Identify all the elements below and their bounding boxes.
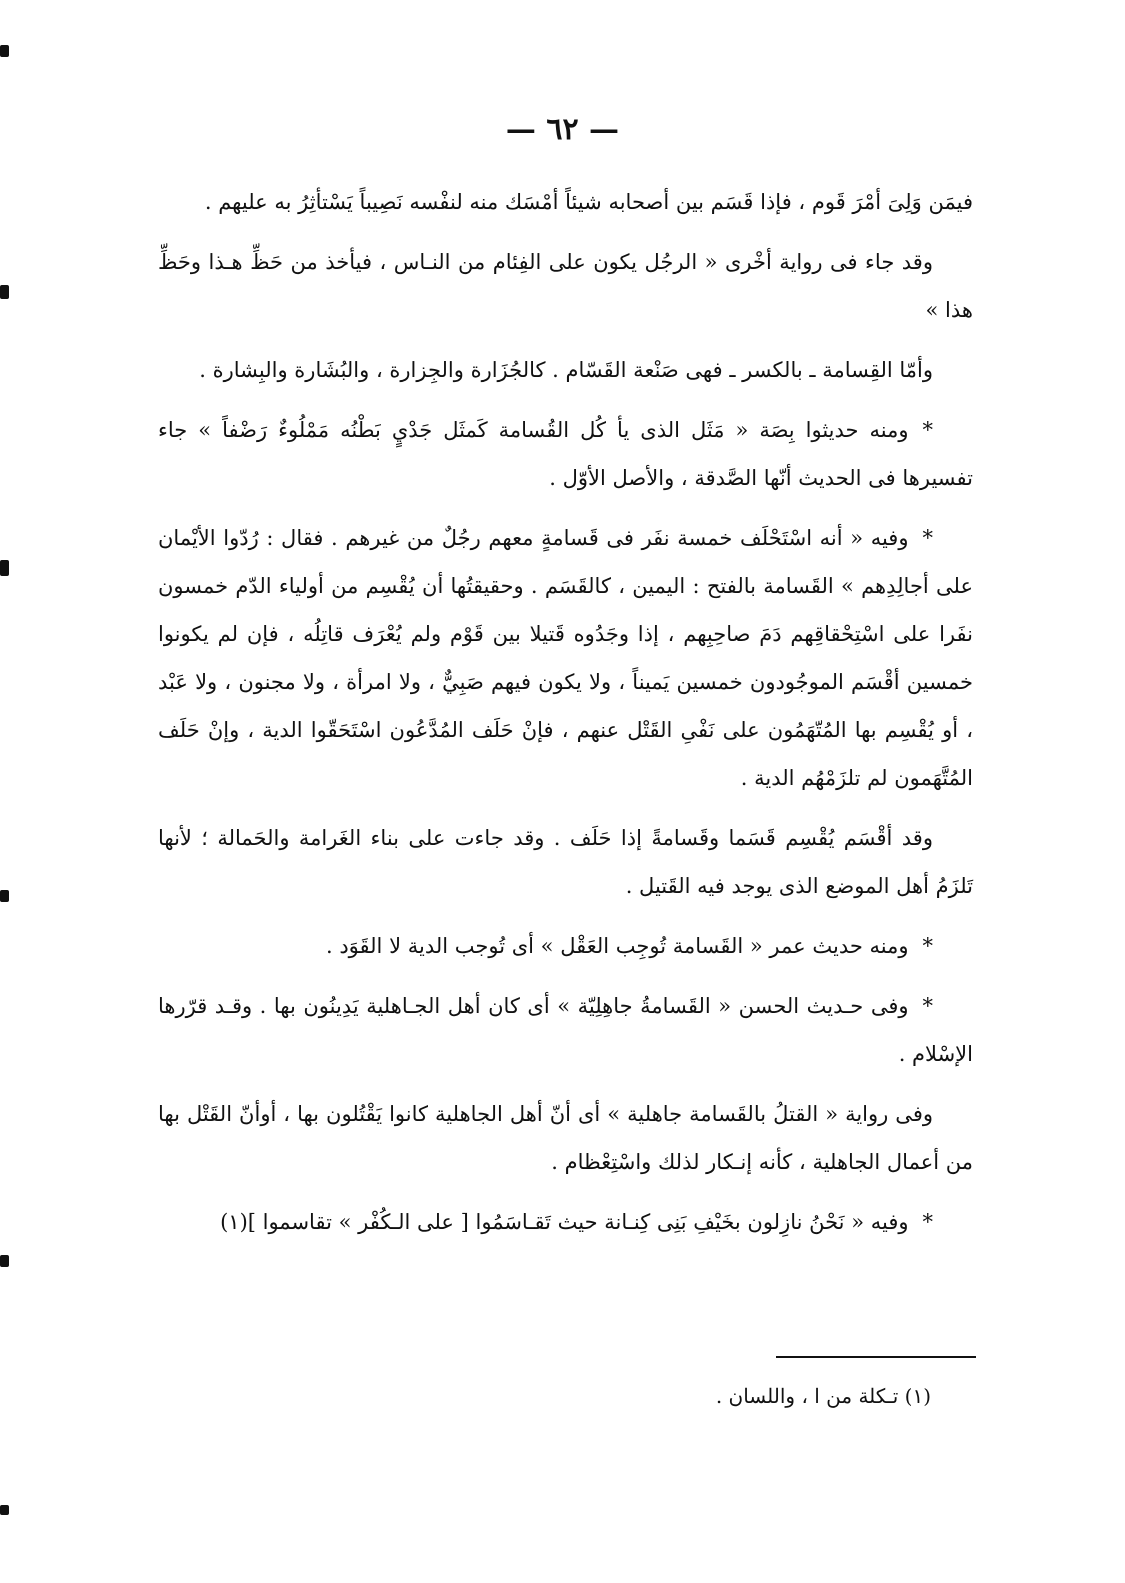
page-number: — ٦٢ —	[505, 112, 620, 147]
paragraph	[158, 922, 973, 970]
paragraph	[158, 1198, 973, 1246]
scan-edge-mark	[0, 890, 9, 902]
footnote-divider	[776, 1356, 976, 1358]
paragraph-text: وقد جاء فى رواية أخْرى « الرجُل يكون على الفِئام من النـاس ، فيأخذ من حَظِّ هـذا وحَظِّ هذا »	[158, 250, 973, 322]
footnote: (١) تـكلة من ا ، واللسان .	[715, 1384, 931, 1408]
scan-edge-mark	[0, 560, 9, 576]
paragraph-text: وفيه « أنه اسْتَحْلَف خمسة نفَر فى قَسامةٍ معهم رجُلٌ من غيرهم . فقال : رُدّوا الأيْمان على أجالِدِهم » القَسامة بالفتح : اليمين ، كالقَسَم . وحقيقتُها أن يُقْسِم من أولياء الدّم خمسون نفَرا على اسْتِحْقاقِهم دَمَ صاحِبِهم ، إذا وجَدُوه قَتيلا بين قَوْم ولم يُعْرَف قاتِلُه ، فإن لم يكونوا خمسين أقْسَم الموجُودون خمسين يَميناً ، ولا يكون فيهم صَبِيٌّ ، ولا امرأة ، ولا مجنون ، ولا عَبْد ، أو يُقْسِم بها المُتّهَمُون على نَفْىِ القَتْل عنهم ، فإنْ حَلَف المُدَّعُون اسْتَحَقّوا الدية ، وإنْ حَلَف المُتَّهَمون لم تلزَمْهُم الدية .	[158, 526, 973, 790]
paragraph	[158, 982, 973, 1078]
paragraph-text: ومنه حديثوا بِصَة « مَثَل الذى يأ كُل القُسامة كَمثَل جَدْيٍ بَطْنُه مَمْلُوءٌ رَضْفاً » جاء تفسيرها فى الحديث أنّها الصَّدقة ، والأصل الأوّل .	[158, 418, 973, 490]
body-text	[158, 178, 973, 1258]
asterisk-marker: *	[922, 526, 933, 550]
paragraph-text: وفى رواية « القتلُ بالقَسامة جاهلية » أى أنّ أهل الجاهلية كانوا يَقْتُلون بها ، أوأنّ القَتْل بها من أعمال الجاهلية ، كأنه إنـكار لذلك واسْتِعْظام .	[158, 1102, 973, 1174]
paragraph	[158, 1090, 973, 1186]
paragraph	[158, 238, 973, 334]
scan-edge-mark	[0, 1255, 9, 1267]
paragraph	[158, 178, 973, 226]
paragraph	[158, 814, 973, 910]
scan-edge-mark	[0, 45, 9, 57]
asterisk-marker: *	[922, 418, 933, 442]
paragraph-text: ومنه حديث عمر « القَسامة تُوجِب العَقْل » أى تُوجب الدية لا القَوَد .	[325, 934, 909, 958]
asterisk-marker: *	[922, 994, 933, 1018]
paragraph	[158, 346, 973, 394]
asterisk-marker: *	[922, 1210, 933, 1234]
paragraph-text: وفيه « نَحْنُ نازِلون بخَيْفِ بَنِى كِنـانة حيث تَقـاسَمُوا [ على الـكُفْر » تقاسموا ](١)	[220, 1210, 909, 1234]
scan-edge-mark	[0, 285, 9, 299]
paragraph	[158, 514, 973, 802]
scan-edge-mark	[0, 1505, 9, 1515]
paragraph-text: وأمّا القِسامة ـ بالكسر ـ فهى صَنْعة القَسّام . كالجُزَارة والجِزارة ، والبُشَارة والبِشارة .	[199, 358, 933, 382]
paragraph-text: وقد أقْسَم يُقْسِم قَسَما وقَسامةً إذا حَلَف . وقد جاءت على بناء الغَرامة والحَمالة ؛ لأنها تَلزَمُ أهل الموضع الذى يوجد فيه القَتيل .	[158, 826, 973, 898]
paragraph	[158, 406, 973, 502]
asterisk-marker: *	[922, 934, 933, 958]
paragraph-text: فيمَن وَلِىَ أمْرَ قَوم ، فإذا قَسَم بين أصحابه شيئاً أمْسَك منه لنفْسه نَصِيباً يَسْتأثِرُ به عليهم .	[204, 190, 973, 214]
paragraph-text: وفى حـديث الحسن « القَسامةُ جاهِلِيّة » أى كان أهل الجـاهلية يَدِينُون بها . وقـد قرّرها الإسْلام .	[158, 994, 973, 1066]
